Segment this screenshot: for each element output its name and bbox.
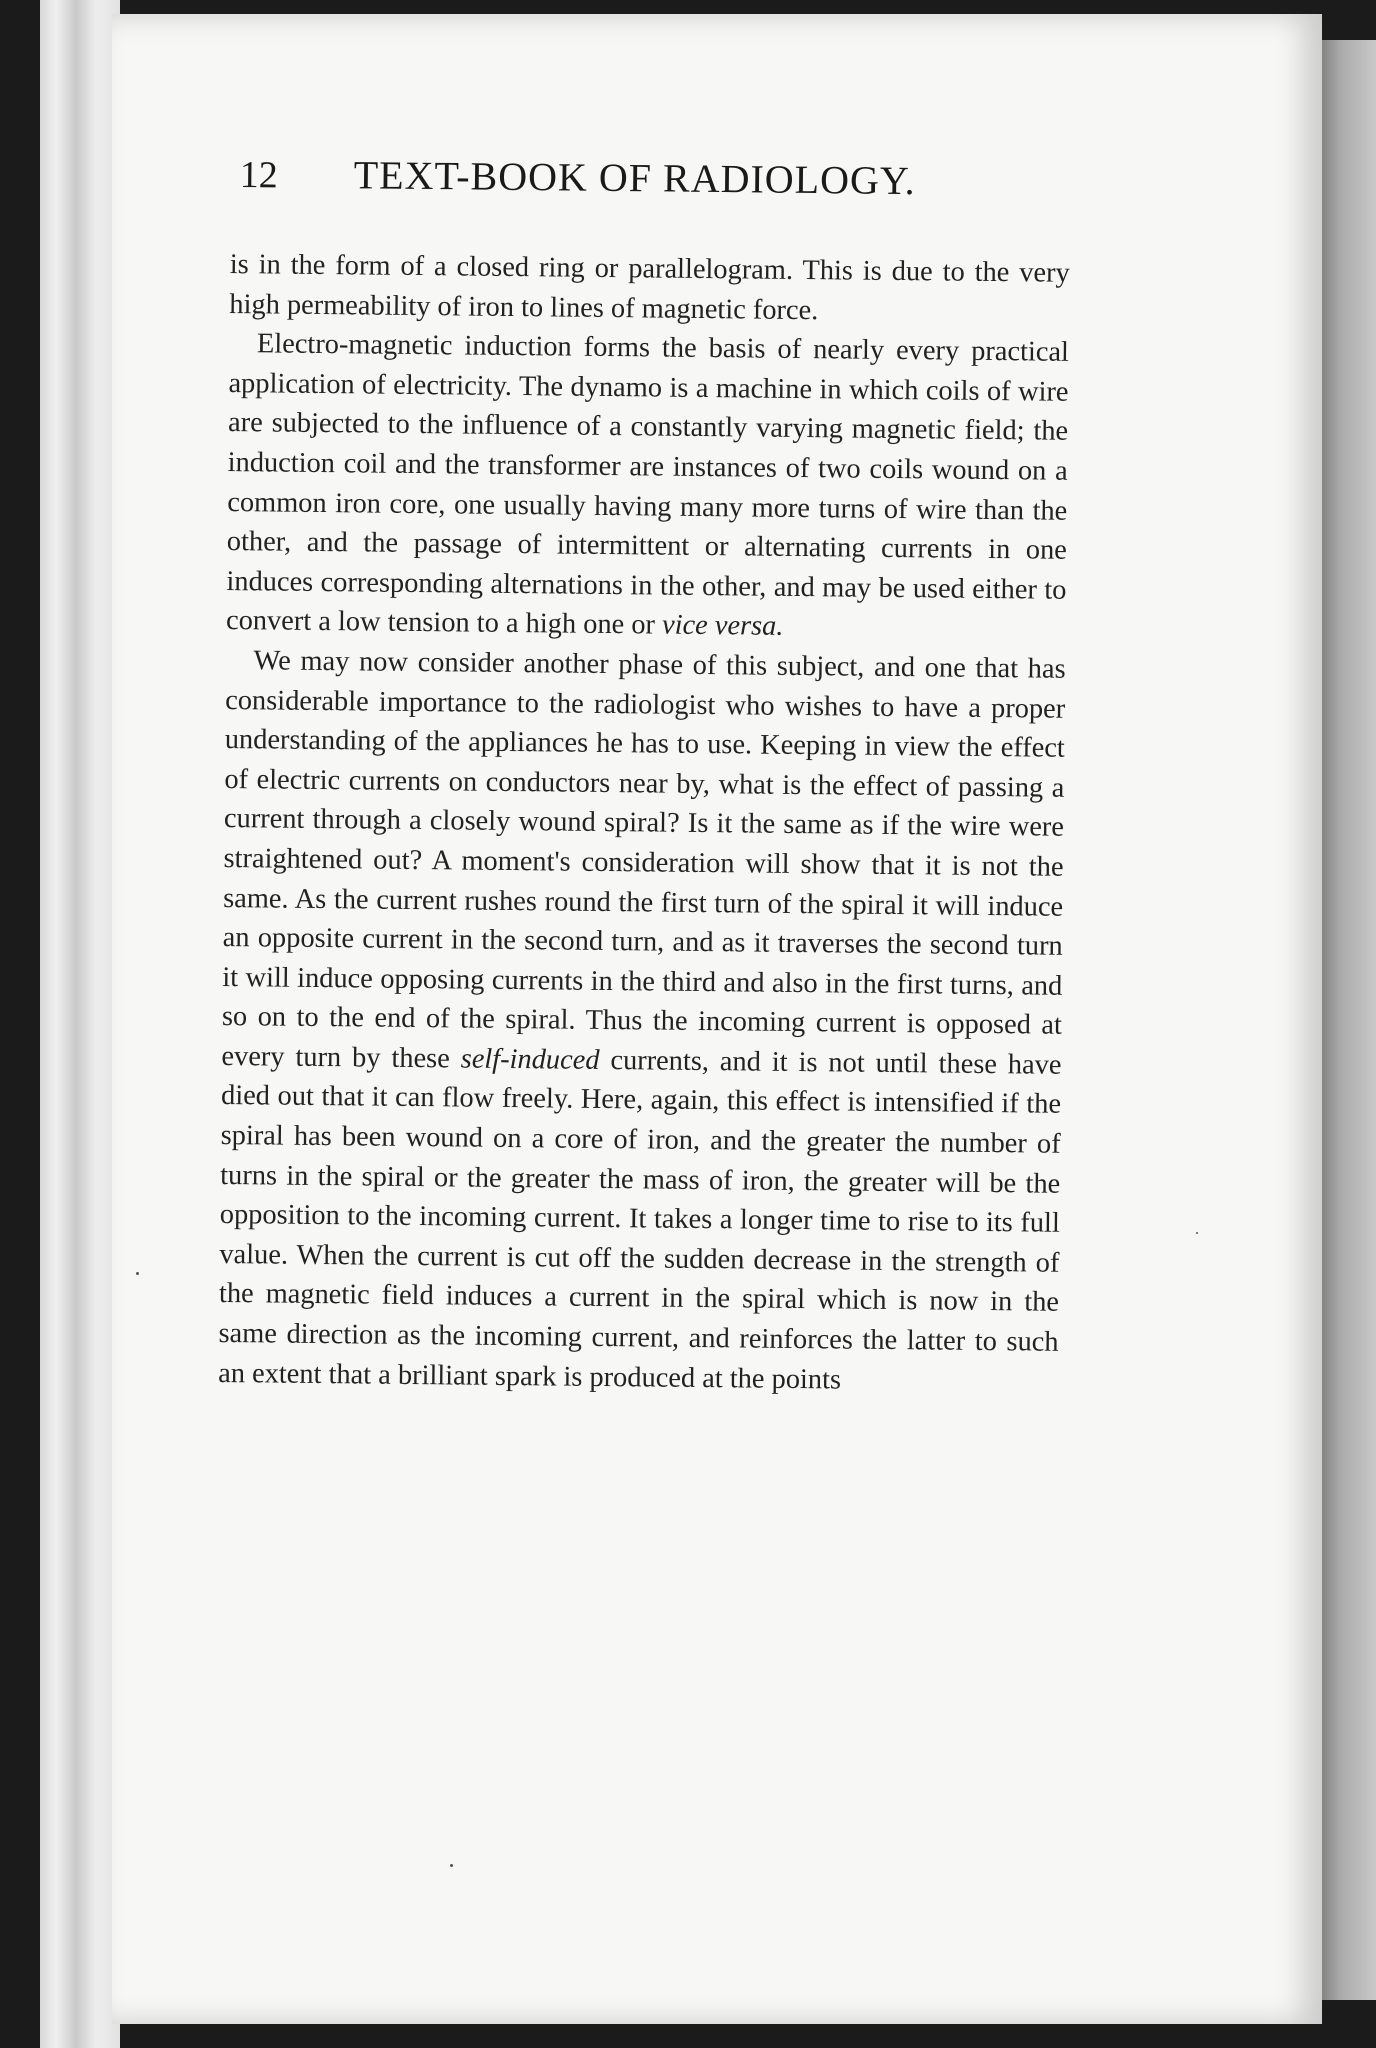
page-header (240, 150, 1090, 206)
paragraph-2 (226, 324, 1069, 650)
running-head: TEXT-BOOK OF RADIOLOGY. (353, 152, 916, 204)
italic-text-segment: vice versa. (661, 609, 784, 643)
dust-speck (136, 1272, 139, 1275)
text-segment: We may now consider another phase of this subject, and one that has considerable importance to the radiologist who wishes to have a proper understanding of the appliances he has to use. Keeping in view the effect of electric currents on conductors near by, what is the effect of passing a current through a closely wound spiral? Is it the same as if the wire were straightened out? A moment's consideration will show that it is not the same. As the current rushes round the first turn of the spiral it will induce an opposite current in the second turn, and as it traverses the second turn it will induce opposing currents in the third and also in the first turns, and so on to the end of the spiral. Thus the incoming current is opposed at every turn by these (221, 645, 1066, 1075)
page-number: 12 (239, 153, 278, 197)
body-text (218, 245, 1070, 1402)
dust-speck (1196, 1232, 1198, 1234)
text-segment: currents, and it is not until these have died out that it can flow freely. Here, again, this effect is intensified if the spiral has been wound on a core of iron, and the greater the number of turns in the spiral or the greater the mass of iron, the greater will be the opposition to the incoming current. It takes a longer time to rise to its full value. When the current is cut off the sudden decrease in the strength of the magnetic field induces a current in the spiral which is now in the same direction as the incoming current, and reinforces the latter to such an extent that a brilliant spark is produced at the points (218, 1044, 1062, 1396)
italic-text-segment: self-induced (460, 1043, 600, 1076)
text-segment: Electro-magnetic induction forms the basis of nearly every practical application of electricity. The dynamo is a machine in which coils of wire are subjected to the influence of a constantly varying magnetic field; the induction coil and the transformer are instances of two coils wound on a common iron core, one usually having many more turns of wire than the other, and the passage of intermittent or alternating currents in one induces corresponding alternations in the other, and may be used either to convert a low tension to a high one or (225, 328, 1070, 641)
book-spine-edge (40, 0, 120, 2048)
dust-speck (450, 1864, 453, 1867)
page-stack-edge (1316, 40, 1376, 2000)
paragraph-3 (218, 641, 1066, 1402)
paragraph-1 (229, 245, 1070, 333)
text-segment: is in the form of a closed ring or parallelogram. This is due to the very high permeability of iron to lines of magnetic force. (229, 248, 1070, 326)
